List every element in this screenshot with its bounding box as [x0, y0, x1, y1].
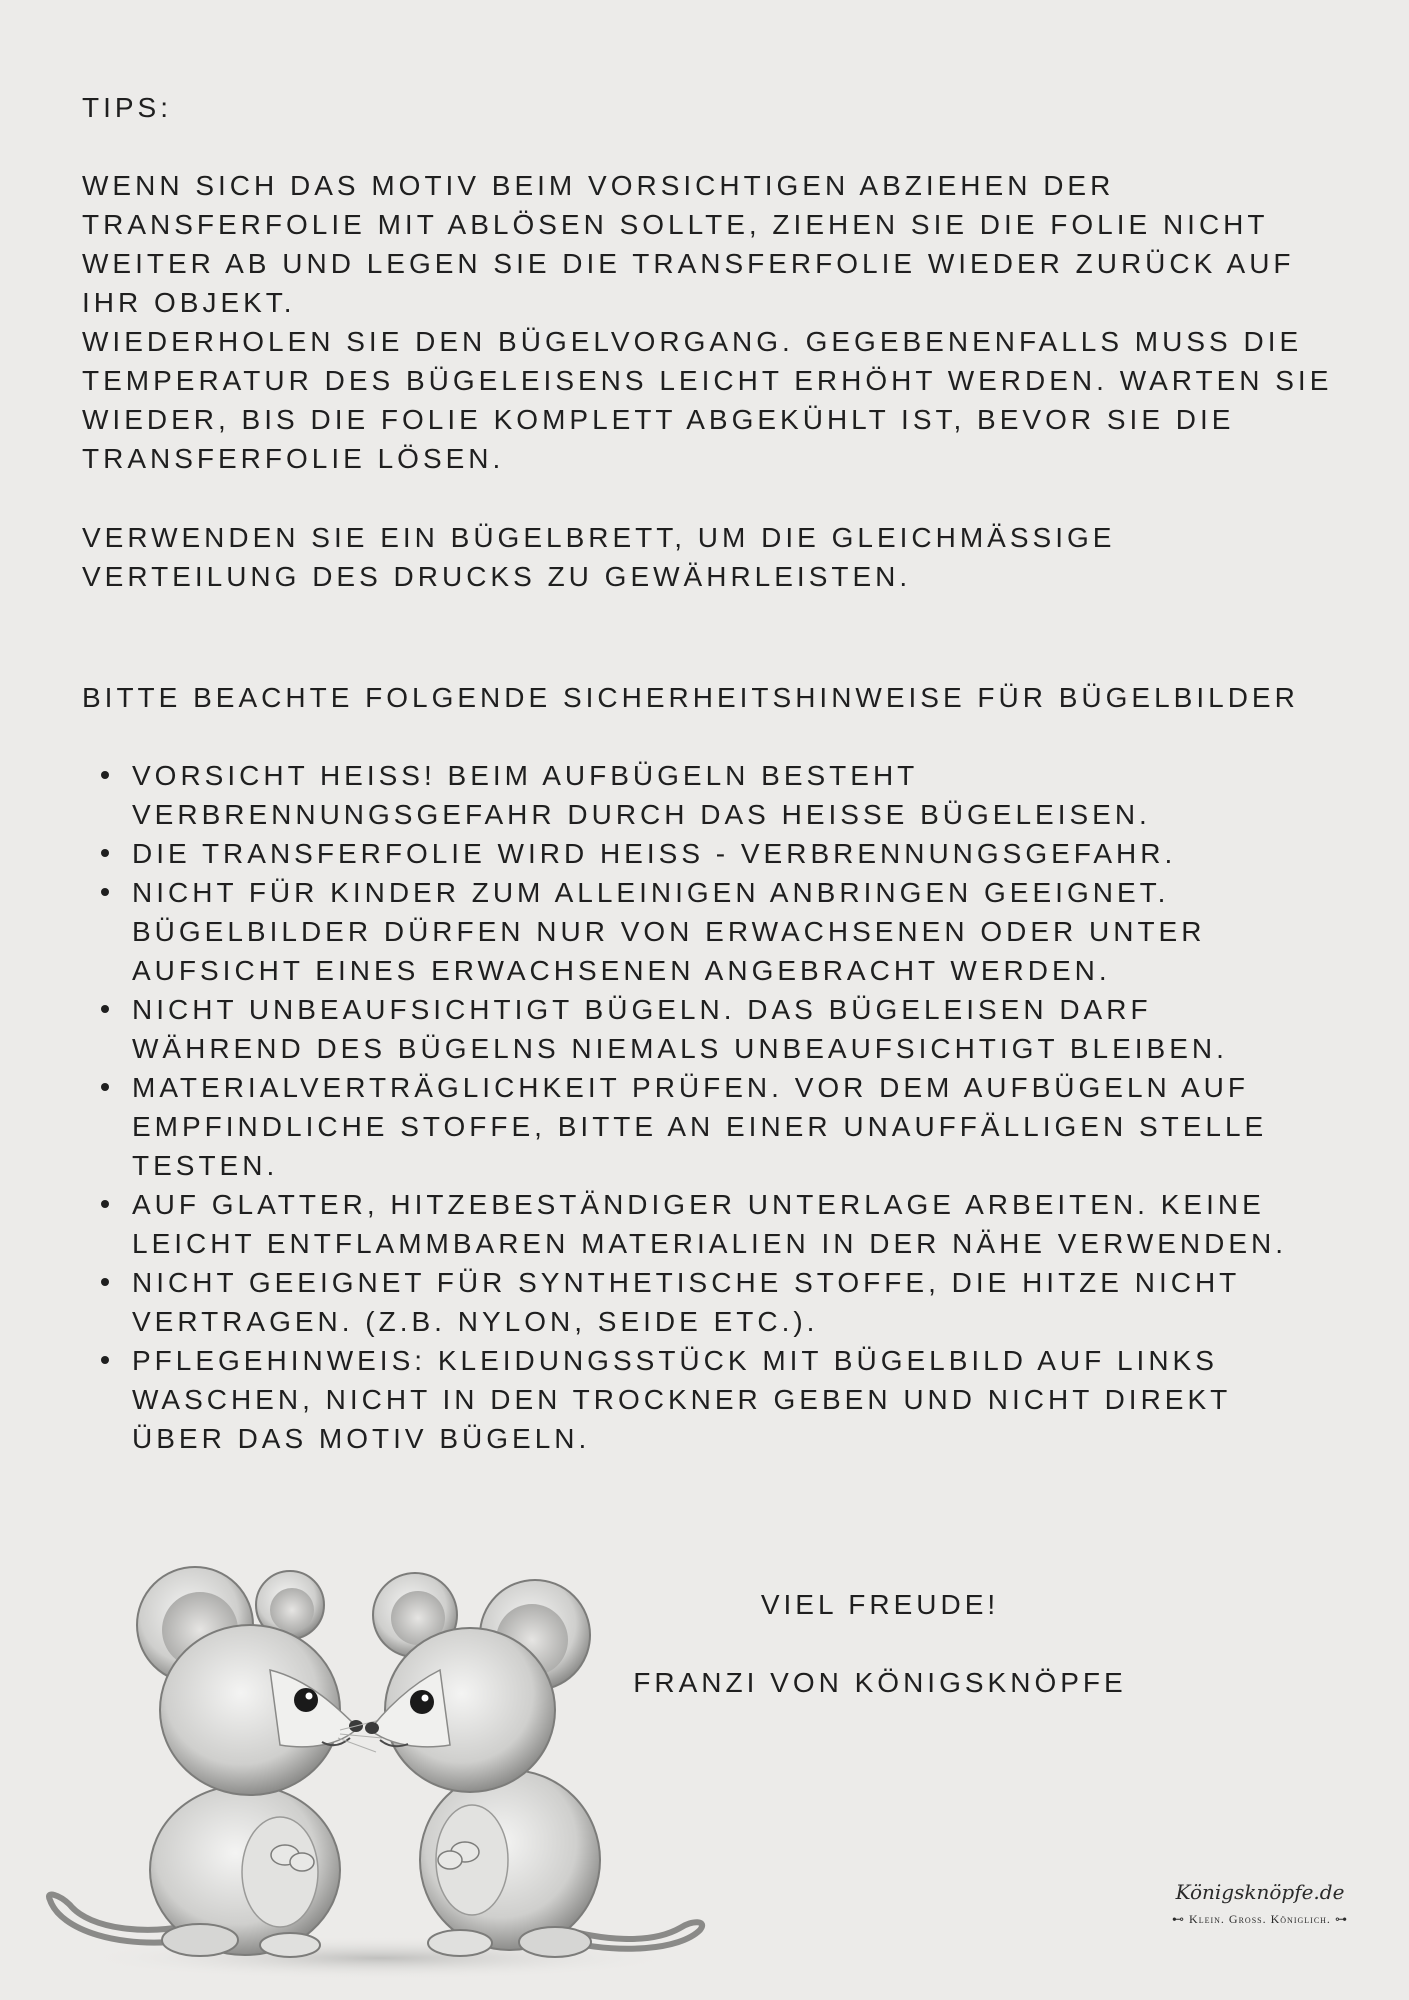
safety-item: PFLEGEHINWEIS: KLEIDUNGSSTÜCK MIT BÜGELBILD AUF LINKS WASCHEN, NICHT IN DEN TROCKNER GEBEN UND NICHT DIREKT ÜBER DAS MOTIV BÜGELN. [132, 1341, 1409, 1458]
closing-author: FRANZI VON KÖNIGSKNÖPFE [633, 1667, 1127, 1698]
safety-heading: BITTE BEACHTE FOLGENDE SICHERHEITSHINWEISE FÜR BÜGELBILDER [82, 682, 1299, 713]
safety-list [82, 756, 1409, 1458]
brand-name: Königsknöpfe.de [1175, 1880, 1345, 1904]
safety-item: DIE TRANSFERFOLIE WIRD HEISS - VERBRENNUNGSGEFAHR. [132, 834, 1409, 873]
right-mouse-icon [365, 1573, 702, 1957]
tips-paragraph: WENN SICH DAS MOTIV BEIM VORSICHTIGEN ABZIEHEN DER TRANSFERFOLIE MIT ABLÖSEN SOLLTE, ZIEHEN SIE DIE FOLIE NICHT WEITER AB UND LEGEN SIE DIE TRANSFERFOLIE WIEDER ZURÜCK AUF IHR OBJEKT. WIEDERHOLEN SIE DEN BÜGELVORGANG. GEGEBENENFALLS MUSS DIE TEMPERATUR DES BÜGELEISENS LEICHT ERHÖHT WERDEN. WARTEN SIE WIEDER, BIS DIE FOLIE KOMPLETT ABGEKÜHLT IST, BEVOR SIE DIE TRANSFERFOLIE LÖSEN. [82, 170, 1333, 474]
left-mouse-icon [49, 1567, 382, 1957]
tips-paragraph-ironing-board: VERWENDEN SIE EIN BÜGELBRETT, UM DIE GLEICHMÄSSIGE VERTEILUNG DES DRUCKS ZU GEWÄHRLEISTEN. [82, 522, 1116, 592]
brand-tagline-row [1140, 1912, 1380, 1927]
brand-tagline: Klein. Gross. Königlich. [1189, 1912, 1331, 1926]
safety-item: NICHT GEEIGNET FÜR SYNTHETISCHE STOFFE, DIE HITZE NICHT VERTRAGEN. (Z.B. NYLON, SEIDE ETC.). [132, 1263, 1409, 1341]
safety-item: VORSICHT HEISS! BEIM AUFBÜGELN BESTEHT VERBRENNUNGSGEFAHR DURCH DAS HEISSE BÜGELEISEN. [132, 756, 1409, 834]
tips-heading: TIPS: [82, 92, 173, 123]
safety-item: NICHT FÜR KINDER ZUM ALLEINIGEN ANBRINGEN GEEIGNET. BÜGELBILDER DÜRFEN NUR VON ERWACHSENEN ODER UNTER AUFSICHT EINES ERWACHSENEN ANGEBRACHT WERDEN. [132, 873, 1409, 990]
flourish-icon: ⊷ [1172, 1912, 1190, 1926]
safety-item: MATERIALVERTRÄGLICHKEIT PRÜFEN. VOR DEM AUFBÜGELN AUF EMPFINDLICHE STOFFE, BITTE AN EINER UNAUFFÄLLIGEN STELLE TESTEN. [132, 1068, 1409, 1185]
two-mice-illustration [40, 1560, 720, 1980]
closing-greeting: VIEL FREUDE! [760, 1589, 1000, 1620]
safety-item: NICHT UNBEAUFSICHTIGT BÜGELN. DAS BÜGELEISEN DARF WÄHREND DES BÜGELNS NIEMALS UNBEAUFSICHTIGT BLEIBEN. [132, 990, 1409, 1068]
brand-logo [1140, 1880, 1380, 1927]
safety-item: AUF GLATTER, HITZEBESTÄNDIGER UNTERLAGE ARBEITEN. KEINE LEICHT ENTFLAMMBAREN MATERIALIEN IN DER NÄHE VERWENDEN. [132, 1185, 1409, 1263]
flourish-icon: ⊶ [1330, 1912, 1348, 1926]
